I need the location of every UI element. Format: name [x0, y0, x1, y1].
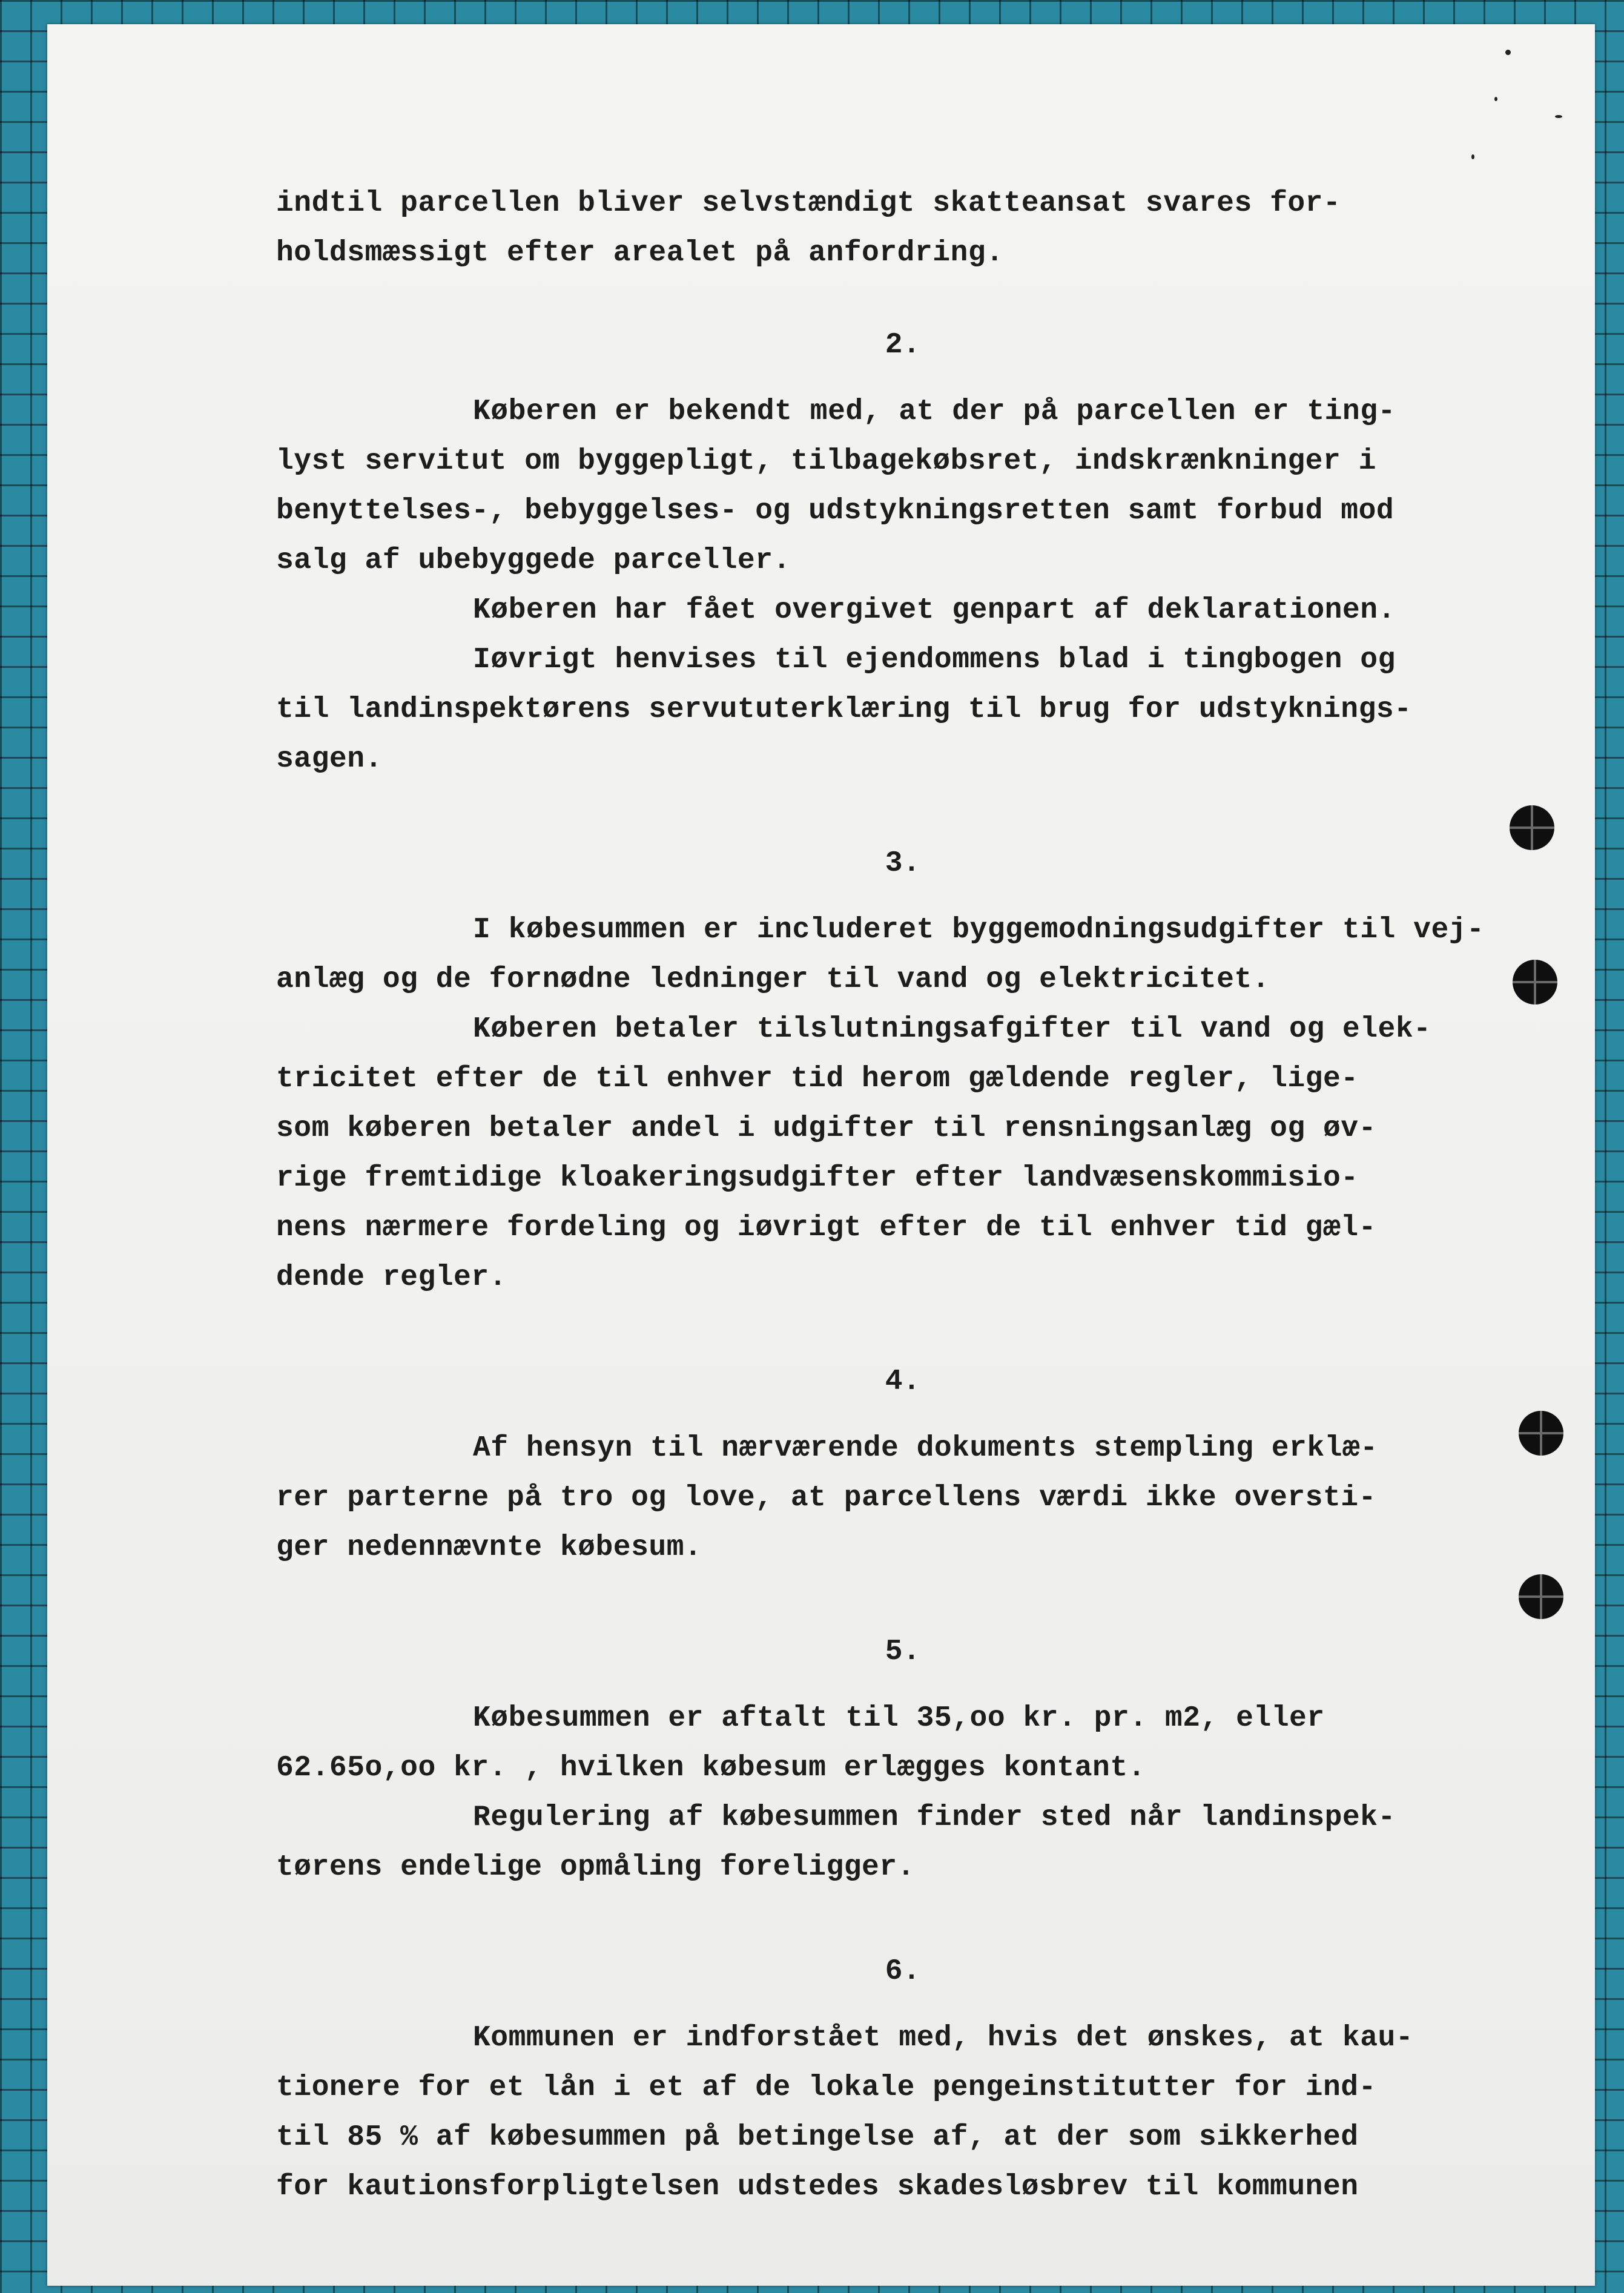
text-line: 62.65o,oo kr. , hvilken købesum erlægges kontant.: [276, 1752, 1146, 1784]
text-line: benyttelses-, bebyggelses- og udstykningsretten samt forbud mod: [276, 495, 1395, 527]
text-line: rer parterne på tro og love, at parcellens værdi ikke oversti-: [276, 1482, 1376, 1514]
ink-speck: [1471, 154, 1474, 159]
section-number: 3.: [885, 847, 921, 880]
text-line: Køberen er bekendt med, at der på parcellen er ting-: [473, 395, 1396, 428]
text-line: rige fremtidige kloakeringsudgifter efter landvæsenskommisio-: [276, 1162, 1359, 1195]
text-line: salg af ubebyggede parceller.: [276, 544, 791, 577]
text-line: tionere for et lån i et af de lokale pengeinstitutter for ind-: [276, 2071, 1376, 2104]
text-line: Regulering af købesummen finder sted når landinspek-: [473, 1801, 1396, 1834]
section-number: 2.: [885, 329, 921, 361]
text-line: Kommunen er indforstået med, hvis det ønskes, at kau-: [473, 2022, 1414, 2054]
ink-speck: [1505, 50, 1511, 55]
text-line: I købesummen er includeret byggemodningsudgifter til vej-: [473, 914, 1485, 946]
text-line: dende regler.: [276, 1261, 507, 1294]
text-line: holdsmæssigt efter arealet på anfordring.: [276, 237, 1004, 269]
text-line: for kautionsforpligtelsen udstedes skadesløsbrev til kommunen: [276, 2171, 1359, 2203]
text-line: sagen.: [276, 743, 383, 776]
text-line: Iøvrigt henvises til ejendommens blad i tingbogen og: [473, 644, 1396, 676]
text-line: til landinspektørens servututerklæring til brug for udstyknings-: [276, 693, 1412, 726]
ink-speck: [1555, 115, 1562, 118]
document-text: [276, 179, 1530, 2212]
text-line: tricitet efter de til enhver tid herom gældende regler, lige-: [276, 1063, 1359, 1095]
section-number: 6.: [885, 1955, 921, 1988]
text-line: som køberen betaler andel i udgifter til rensningsanlæg og øv-: [276, 1112, 1376, 1145]
text-line: ger nedennævnte købesum.: [276, 1531, 702, 1564]
section-number: 4.: [885, 1365, 921, 1398]
ink-speck: [1494, 97, 1497, 101]
text-line: Købesummen er aftalt til 35,oo kr. pr. m2, eller: [473, 1702, 1325, 1735]
text-line: tørens endelige opmåling foreligger.: [276, 1851, 915, 1884]
text-line: nens nærmere fordeling og iøvrigt efter de til enhver tid gæl-: [276, 1212, 1376, 1244]
text-line: lyst servitut om byggepligt, tilbagekøbsret, indskrænkninger i: [276, 445, 1376, 478]
text-line: til 85 % af købesummen på betingelse af, at der som sikkerhed: [276, 2121, 1359, 2154]
section-number: 5.: [885, 1635, 921, 1668]
text-line: Af hensyn til nærværende dokuments stempling erklæ-: [473, 1432, 1378, 1465]
text-line: Køberen betaler tilslutningsafgifter til vand og elek-: [473, 1013, 1431, 1046]
text-line: Køberen har fået overgivet genpart af deklarationen.: [473, 594, 1396, 627]
text-line: anlæg og de fornødne ledninger til vand og elektricitet.: [276, 963, 1270, 996]
text-line: indtil parcellen bliver selvstændigt skatteansat svares for-: [276, 187, 1341, 220]
